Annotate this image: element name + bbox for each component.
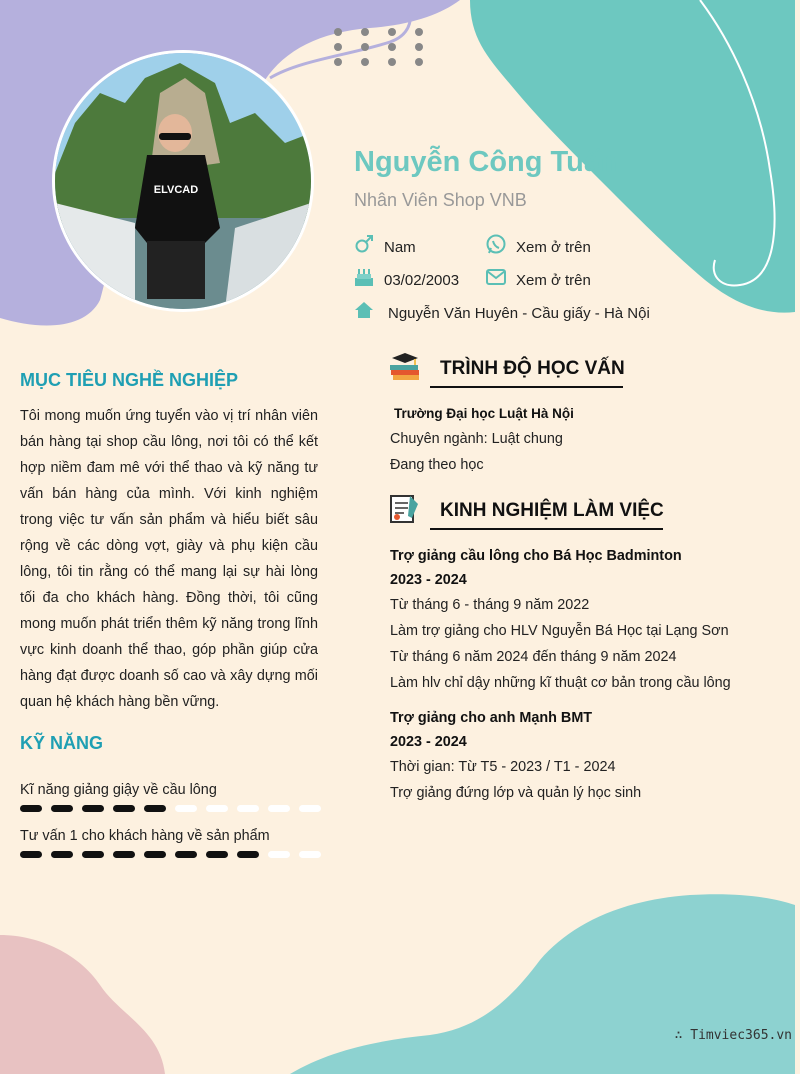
skills-title: KỸ NĂNG xyxy=(20,733,104,753)
skill-dot-filled xyxy=(113,851,135,858)
skill-dot-filled xyxy=(82,851,104,858)
skill-bar xyxy=(20,851,321,858)
skill-dot-filled xyxy=(237,851,259,858)
dot-grid xyxy=(334,28,423,66)
email-value: Xem ở trên xyxy=(516,272,591,289)
education-major: Chuyên ngành: Luật chung xyxy=(390,431,563,447)
objective-text: Tôi mong muốn ứng tuyển vào vị trí nhân viên bán hàng tại shop cầu lông, nơi tôi có thể kết hợp niềm đam mê với thể thao và kỹ năng tư vấn bán hàng của mình. Với kinh nghiệm trong việc tư vấn sản phẩm và hiểu biết sâu rộng về các dòng vợt, giày và phụ kiện cầu lông, tôi tin rằng có thể mang lại sự hài lòng tối đa cho khách hàng. Đồng thời, tôi cũng mong muốn phát triển thêm kỹ năng trong lĩnh vực kinh doanh thể thao, góp phần giúp cửa hàng đạt được doanh số cao và xây dựng mối quan hệ khách hàng bền vững. xyxy=(20,408,318,710)
address-value: Nguyễn Văn Huyên - Cầu giấy - Hà Nội xyxy=(388,305,650,322)
birthday-value: 03/02/2003 xyxy=(384,272,460,289)
avatar-shirt-text: ELVCAD xyxy=(153,184,199,196)
education-title-underline xyxy=(430,386,623,388)
education-icon xyxy=(388,350,422,382)
skill-label: Tư vấn 1 cho khách hàng về sản phẩm xyxy=(20,828,270,844)
gender-value: Nam xyxy=(384,239,416,256)
skill-dot-filled xyxy=(51,805,73,812)
experience-title: KINH NGHIỆM LÀM VIỆC xyxy=(440,500,664,521)
experience-line: Từ tháng 6 năm 2024 đến tháng 9 năm 2024 xyxy=(390,649,677,665)
education-school: Trường Đại học Luật Hà Nội xyxy=(394,406,574,421)
skill-dot-filled xyxy=(20,851,42,858)
education-title: TRÌNH ĐỘ HỌC VẤN xyxy=(440,358,625,379)
logo-icon: ∴ xyxy=(674,1028,683,1043)
home-icon xyxy=(353,299,375,321)
skill-dot-empty xyxy=(175,805,197,812)
footer-brand-text: Timviec365.vn xyxy=(690,1028,792,1043)
experience-job-title: Trợ giảng cho anh Mạnh BMT xyxy=(390,710,593,726)
experience-icon xyxy=(388,492,422,524)
skill-dot-empty xyxy=(299,851,321,858)
skill-bar xyxy=(20,805,321,812)
email-icon xyxy=(485,266,507,288)
pink-bottom-blob xyxy=(0,935,165,1074)
skill-dot-filled xyxy=(144,851,166,858)
skill-label: Kĩ năng giảng giậy về cầu lông xyxy=(20,782,217,798)
skill-dot-filled xyxy=(51,851,73,858)
skill-dot-filled xyxy=(113,805,135,812)
teal-bottom-blob xyxy=(290,894,795,1074)
profile-position: Nhân Viên Shop VNB xyxy=(354,190,527,210)
skill-dot-empty xyxy=(268,851,290,858)
birthday-icon xyxy=(353,266,375,288)
avatar xyxy=(52,50,314,312)
experience-line: Làm hlv chỉ dậy những kĩ thuật cơ bản trong cầu lông xyxy=(390,675,731,691)
skill-dot-filled xyxy=(206,851,228,858)
objective-title: MỤC TIÊU NGHỀ NGHIỆP xyxy=(20,370,239,390)
phone-icon xyxy=(485,233,507,255)
skill-dot-filled xyxy=(144,805,166,812)
experience-line: Trợ giảng đứng lớp và quản lý học sinh xyxy=(390,785,642,801)
phone-value: Xem ở trên xyxy=(516,239,591,256)
experience-line: Từ tháng 6 - tháng 9 năm 2022 xyxy=(390,597,590,613)
skill-dot-empty xyxy=(268,805,290,812)
education-status: Đang theo học xyxy=(390,457,484,473)
experience-title-underline xyxy=(430,528,663,530)
skill-dot-filled xyxy=(175,851,197,858)
experience-line: Thời gian: Từ T5 - 2023 / T1 - 2024 xyxy=(390,759,616,775)
gender-icon xyxy=(353,233,375,255)
experience-period: 2023 - 2024 xyxy=(390,734,467,750)
skill-dot-empty xyxy=(206,805,228,812)
experience-period: 2023 - 2024 xyxy=(390,572,467,588)
experience-line: Làm trợ giảng cho HLV Nguyễn Bá Học tại Lạng Sơn xyxy=(390,623,729,639)
skill-dot-filled xyxy=(82,805,104,812)
skill-dot-filled xyxy=(20,805,42,812)
skill-dot-empty xyxy=(237,805,259,812)
skill-dot-empty xyxy=(299,805,321,812)
footer-brand xyxy=(675,1028,792,1043)
profile-name: Nguyễn Công Tuấn xyxy=(354,146,618,178)
experience-job-title: Trợ giảng cầu lông cho Bá Học Badminton xyxy=(390,548,682,564)
